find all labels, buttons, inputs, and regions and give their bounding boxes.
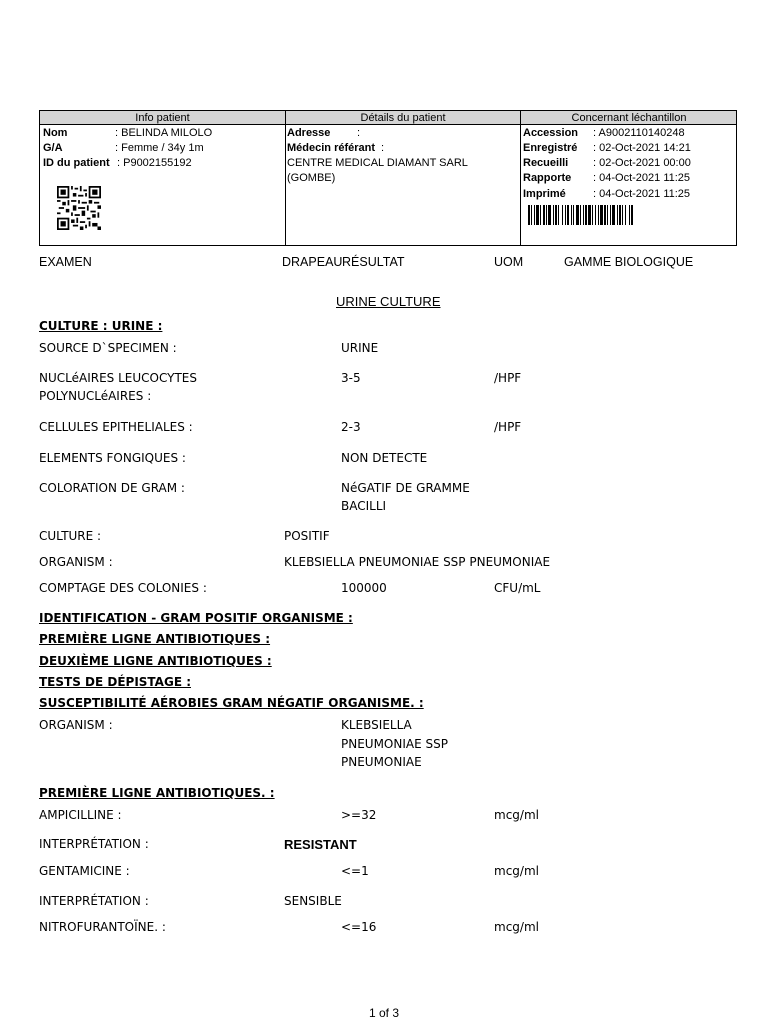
section-identification: IDENTIFICATION - GRAM POSITIF ORGANISME :: [39, 611, 353, 625]
adresse-value: :: [357, 127, 361, 139]
fongiques-label: ELEMENTS FONGIQUES :: [39, 451, 186, 465]
nitrofurantoine-label: NITROFURANTOÏNE. :: [39, 920, 166, 934]
col-title-info-patient: Info patient: [135, 112, 190, 124]
nitrofurantoine-uom: mcg/ml: [494, 920, 539, 934]
imprime-label: Imprimé: [523, 188, 566, 200]
divider: [520, 111, 521, 246]
cellules-uom: /HPF: [494, 420, 522, 434]
patient-name-label: Nom: [43, 127, 68, 139]
organism2-label: ORGANISM :: [39, 718, 113, 732]
section-tests-depistage: TESTS DE DÉPISTAGE :: [39, 675, 191, 689]
interpretation-2-value: SENSIBLE: [284, 894, 342, 908]
adresse-label: Adresse: [287, 127, 331, 139]
barcode-icon: [528, 205, 690, 225]
recueilli-label: Recueilli: [523, 157, 569, 169]
page-number: 1 of 3: [368, 1006, 400, 1020]
gentamicine-uom: mcg/ml: [494, 864, 539, 878]
centre-line-2: (GOMBE): [287, 172, 336, 184]
col-examen: EXAMEN: [39, 255, 92, 269]
rapporte-value: : 04-Oct-2021 11:25: [593, 172, 691, 184]
source-label: SOURCE D`SPECIMEN :: [39, 341, 177, 355]
ampicilline-value: >=32: [341, 808, 377, 822]
leuco-label-2: POLYNUCLéAIRES :: [39, 389, 152, 403]
col-resultat: RÉSULTAT: [342, 255, 405, 269]
comptage-label: COMPTAGE DES COLONIES :: [39, 581, 207, 595]
gram-label: COLORATION DE GRAM :: [39, 481, 185, 495]
organism2-value-2: PNEUMONIAE SSP: [341, 737, 448, 751]
section-deuxieme-ligne: DEUXIÈME LIGNE ANTIBIOTIQUES :: [39, 654, 272, 668]
divider: [285, 111, 286, 246]
interpretation-2-label: INTERPRÉTATION :: [39, 894, 149, 908]
culture-value: POSITIF: [284, 529, 330, 543]
comptage-uom: CFU/mL: [494, 581, 541, 595]
patient-ga-label: G/A: [43, 142, 63, 154]
nitrofurantoine-value: <=16: [341, 920, 377, 934]
cellules-value: 2-3: [341, 420, 361, 434]
gentamicine-value: <=1: [341, 864, 369, 878]
section-susceptibilite: SUSCEPTIBILITÉ AÉROBIES GRAM NÉGATIF ORGANISME. :: [39, 696, 424, 710]
interpretation-1-value: RESISTANT: [284, 837, 357, 852]
report-title: URINE CULTURE: [336, 294, 441, 309]
fongiques-value: NON DETECTE: [341, 451, 428, 465]
patient-name-value: : BELINDA MILOLO: [115, 127, 213, 139]
accession-value: : A9002110140248: [593, 127, 685, 139]
enregistre-label: Enregistré: [523, 142, 578, 154]
centre-line-1: CENTRE MEDICAL DIAMANT SARL: [287, 157, 468, 169]
col-gamme: GAMME BIOLOGIQUE: [564, 255, 694, 269]
ampicilline-uom: mcg/ml: [494, 808, 539, 822]
organism-label: ORGANISM :: [39, 555, 113, 569]
patient-ga-value: : Femme / 34y 1m: [115, 142, 204, 154]
ampicilline-label: AMPICILLINE :: [39, 808, 122, 822]
gram-value-2: BACILLI: [341, 499, 387, 513]
organism2-value-1: KLEBSIELLA: [341, 718, 412, 732]
gram-value-1: NéGATIF DE GRAMME: [341, 481, 470, 495]
medecin-value: :: [381, 142, 385, 154]
cellules-label: CELLULES EPITHELIALES :: [39, 420, 193, 434]
patient-id-label: ID du patient: [43, 157, 110, 169]
section-premiere-ligne-2: PREMIÈRE LIGNE ANTIBIOTIQUES. :: [39, 786, 275, 800]
patient-id-value: : P9002155192: [117, 157, 192, 169]
rapporte-label: Rapporte: [523, 172, 572, 184]
organism-value: KLEBSIELLA PNEUMONIAE SSP PNEUMONIAE: [284, 555, 551, 569]
comptage-value: 100000: [341, 581, 387, 595]
col-title-echantillon: Concernant léchantillon: [571, 112, 687, 124]
leuco-uom: /HPF: [494, 371, 522, 385]
accession-label: Accession: [523, 127, 579, 139]
recueilli-value: : 02-Oct-2021 00:00: [593, 157, 691, 169]
imprime-value: : 04-Oct-2021 11:25: [593, 188, 691, 200]
col-uom: UOM: [494, 255, 524, 269]
culture-label: CULTURE :: [39, 529, 102, 543]
col-drapeau: DRAPEAU: [282, 255, 343, 269]
col-title-details-patient: Détails du patient: [360, 112, 446, 124]
leuco-label-1: NUCLéAIRES LEUCOCYTES: [39, 371, 197, 385]
medecin-label: Médecin référant: [287, 142, 376, 154]
leuco-value: 3-5: [341, 371, 361, 385]
enregistre-value: : 02-Oct-2021 14:21: [593, 142, 691, 154]
section-premiere-ligne: PREMIÈRE LIGNE ANTIBIOTIQUES :: [39, 632, 271, 646]
organism2-value-3: PNEUMONIAE: [341, 755, 422, 769]
gentamicine-label: GENTAMICINE :: [39, 864, 130, 878]
source-value: URINE: [341, 341, 379, 355]
interpretation-1-label: INTERPRÉTATION :: [39, 837, 149, 851]
qr-code-icon: [57, 186, 101, 230]
section-culture-urine: CULTURE : URINE :: [39, 319, 163, 333]
